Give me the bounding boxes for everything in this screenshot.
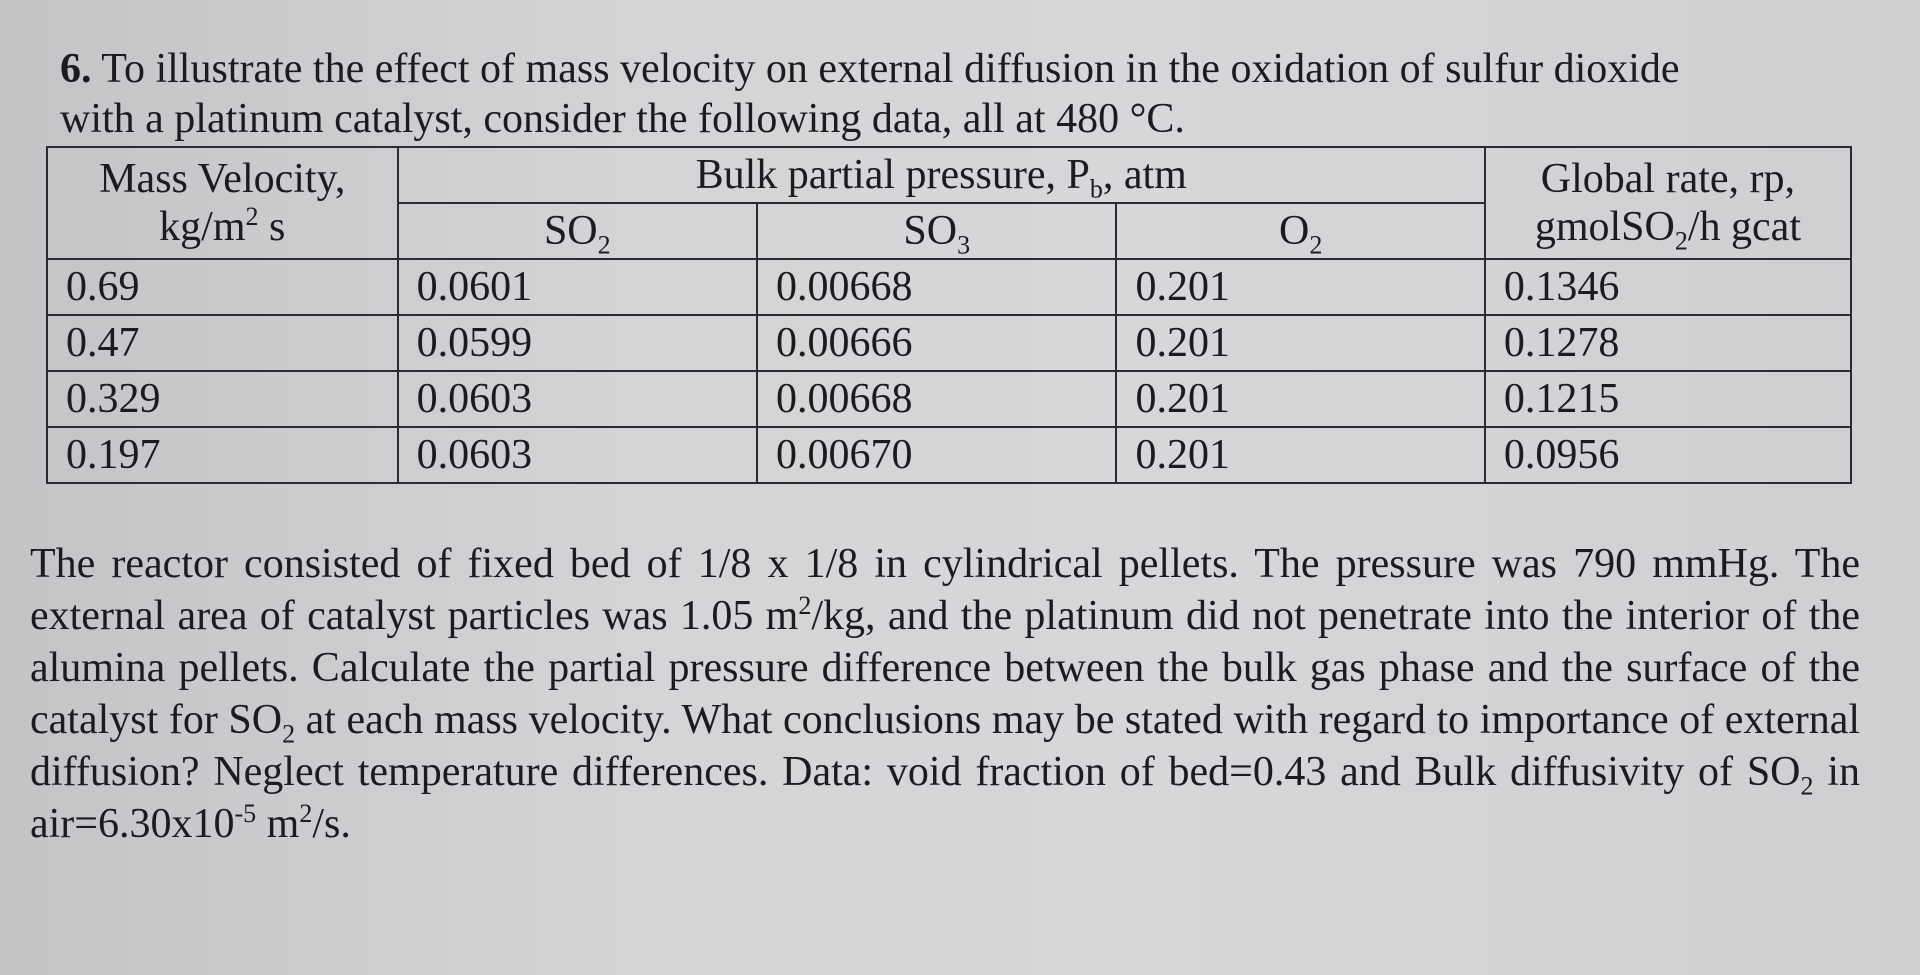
area-exponent: 2: [798, 591, 812, 620]
subheader-so3-subscript: 3: [957, 230, 971, 259]
cell-o2: 0.201: [1116, 315, 1484, 371]
header-mass-velocity-line1: Mass Velocity,: [99, 156, 346, 202]
subheader-o2-subscript: 2: [1309, 230, 1323, 259]
cell-so2: 0.0603: [398, 427, 757, 483]
cell-mass-velocity: 0.69: [47, 259, 398, 315]
cell-so2: 0.0599: [398, 315, 757, 371]
header-rate-subscript: 2: [1674, 226, 1688, 256]
table-row: [47, 427, 1851, 483]
cell-so3: 0.00668: [757, 259, 1116, 315]
subheader-o2-base: O: [1278, 208, 1310, 254]
cell-so3: 0.00666: [757, 315, 1116, 371]
subheader-o2: [1116, 203, 1484, 259]
table-row: [47, 371, 1851, 427]
cell-mass-velocity: 0.47: [47, 315, 398, 371]
subheader-so3: [757, 203, 1116, 259]
question-heading: [60, 44, 1860, 144]
header-rate-unit: /h gcat: [1687, 204, 1801, 250]
problem-text-part1: The reactor consisted of fixed bed of 1/8 x 1/8 in cylindrical pellets. The pressure was 790 mmHg. The external area of catalyst particles was 1.05 m: [30, 541, 1860, 639]
header-bulk-partial-pressure: [398, 147, 1485, 203]
subheader-so3-base: SO: [903, 208, 958, 254]
diffusivity-exponent: -5: [234, 799, 257, 828]
header-mass-velocity-unit: kg/m: [159, 204, 246, 250]
problem-text-part2: /kg, and the platinum did not penetrate into the interior of the alumina pellets. Calculate the partial pressure difference between the bulk gas phase and the surface of the catalyst for SO: [30, 593, 1861, 743]
cell-so3: 0.00668: [757, 371, 1116, 427]
cell-o2: 0.201: [1116, 427, 1484, 483]
cell-rate: 0.0956: [1485, 427, 1851, 483]
problem-paragraph: [30, 538, 1860, 850]
header-bulk-unit: , atm: [1102, 152, 1187, 198]
table-header-row: [47, 147, 1851, 203]
header-mass-velocity: [47, 147, 398, 259]
cell-rate: 0.1215: [1485, 371, 1851, 427]
cell-rate: 0.1346: [1485, 259, 1851, 315]
problem-text: [30, 538, 1860, 850]
problem-text-part4: in air=6.30x10: [30, 749, 1860, 847]
problem-text-part3: at each mass velocity. What conclusions may be stated with regard to importance of external diffusion? Neglect temperature differences. Data: void fraction of bed=0.43 and Bulk diffusivity of SO: [30, 697, 1860, 795]
header-mass-velocity-unit-tail: s: [258, 204, 286, 250]
cell-mass-velocity: 0.197: [47, 427, 398, 483]
question-intro-line1: To illustrate the effect of mass velocity on external diffusion in the oxidation of sulfur dioxide: [101, 46, 1680, 92]
header-rate-line2: gmolSO: [1534, 204, 1675, 250]
diffusivity-unit-exponent: 2: [299, 799, 313, 828]
table-row: [47, 259, 1851, 315]
cell-rate: 0.1278: [1485, 315, 1851, 371]
subheader-so2-base: SO: [543, 208, 598, 254]
problem-text-part6: /s.: [312, 801, 351, 847]
cell-o2: 0.201: [1116, 259, 1484, 315]
table-row: [47, 315, 1851, 371]
so2-subscript-2: 2: [1800, 771, 1814, 801]
header-mass-velocity-exponent: 2: [245, 202, 259, 231]
header-bulk-subscript: b: [1089, 174, 1103, 203]
so2-subscript: 2: [282, 719, 296, 749]
question-intro-line2: with a platinum catalyst, consider the following data, all at 480 °C.: [60, 96, 1185, 142]
question-number: 6.: [60, 46, 92, 92]
cell-so3: 0.00670: [757, 427, 1116, 483]
header-global-rate: [1485, 147, 1851, 259]
subheader-so2: [398, 203, 757, 259]
cell-o2: 0.201: [1116, 371, 1484, 427]
problem-text-part5: m: [256, 801, 300, 847]
cell-so2: 0.0603: [398, 371, 757, 427]
data-table: [46, 146, 1852, 484]
header-bulk-text: Bulk partial pressure, P: [695, 152, 1090, 198]
header-rate-line1: Global rate, rp,: [1540, 156, 1796, 202]
cell-mass-velocity: 0.329: [47, 371, 398, 427]
subheader-so2-subscript: 2: [597, 230, 611, 259]
cell-so2: 0.0601: [398, 259, 757, 315]
